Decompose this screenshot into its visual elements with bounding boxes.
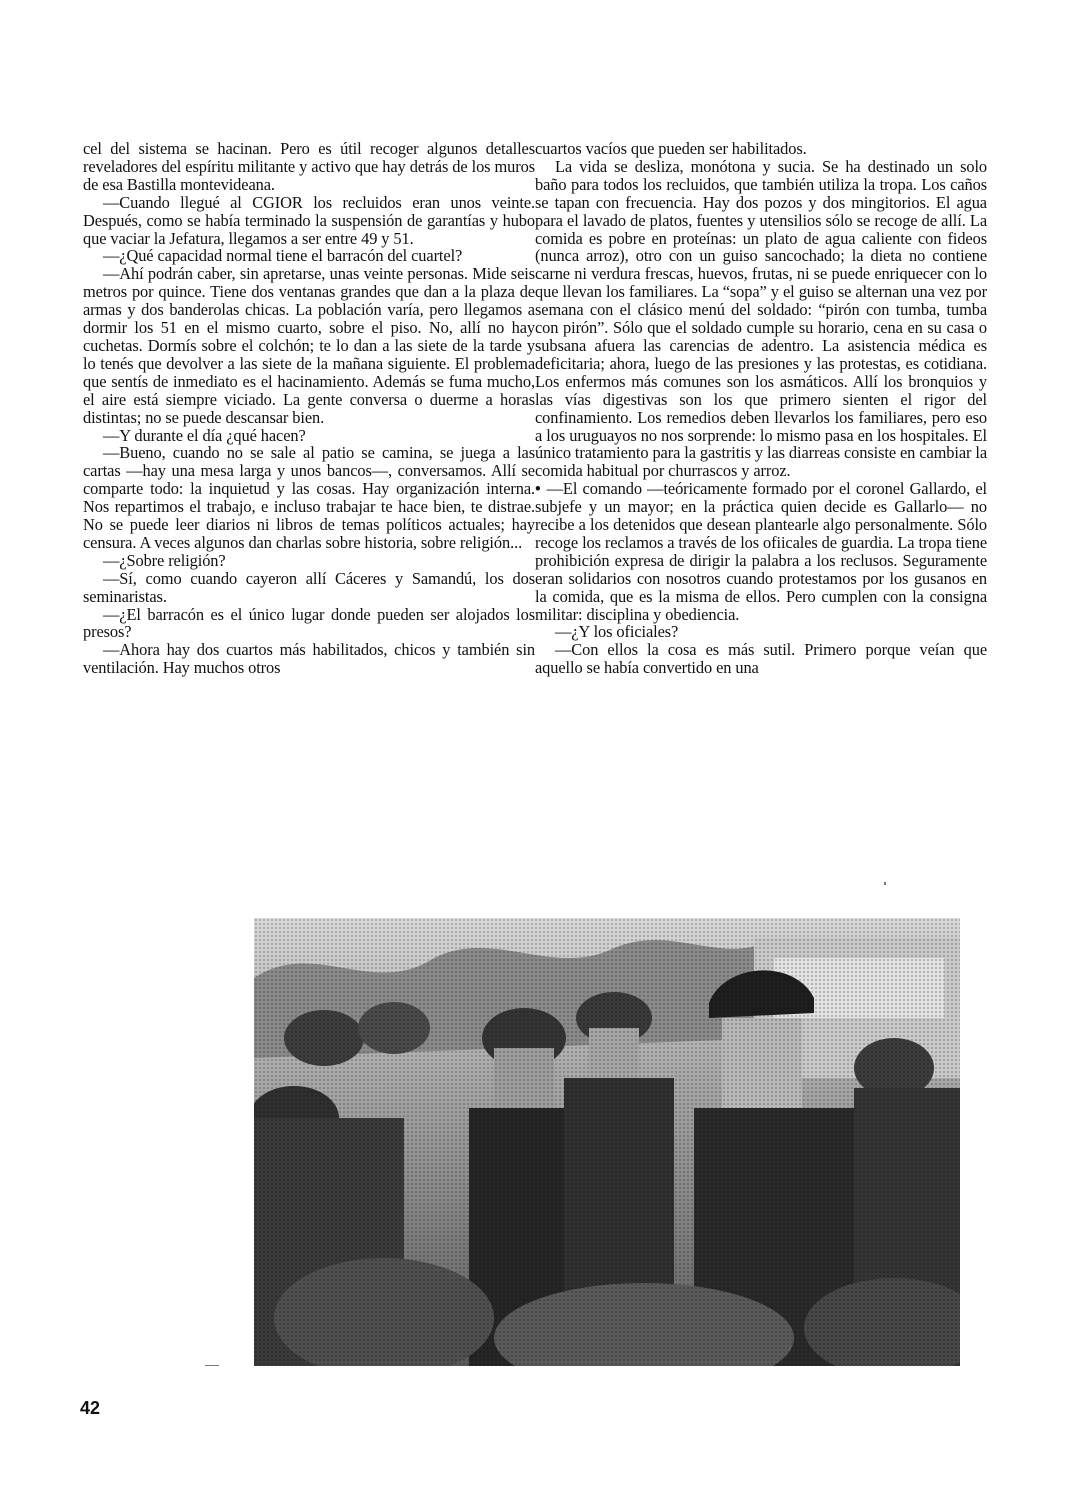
paragraph: —¿Y los oficiales? [555, 622, 679, 642]
paragraph: —¿Qué capacidad normal tiene el barracón del cuartel? [103, 246, 463, 266]
paragraph: —Ahí podrán caber, sin apretarse, unas veinte personas. Mide seis metros por quince. Tiene dos ventanas grandes que dan a la plaza de armas y dos banderolas chicas. La población varía, pero llegamos a dormir los 51 en el mismo cuarto, sobre el piso. No, allí no hay cuchetas. Dormís sobre el colchón; te lo dan a las siete de la tarde y lo tenés que devolver a las siete de la mañana siguiente. El problema que sentís de inmediato es el hacinamiento. Además se fuma mucho, el aire está siempre viciado. La gente conversa o duerme a horas distintas; no se puede descansar bien. [83, 264, 535, 427]
ink-speck [884, 882, 886, 885]
paragraph: La vida se desliza, monótona y sucia. Se ha destinado un solo baño para todos los recluidos, que también utiliza la tropa. Los caños se tapan con frecuencia. Hay dos pozos y dos mingitorios. El agua para el lavado de platos, fuentes y utensilios sólo se recoge de allí. La comida es pobre en proteínas: un plato de agua caliente con fideos (nunca arroz), otro con un guiso sancochado; la dieta no contiene carne ni verdura frescas, huevos, frutas, ni se puede enriquecer con lo que llevan los familiares. La “sopa” y el guiso se alternan una vez por semana con el clásico menú del soldado: “pirón con tumba, tumba con pirón”. Sólo que el soldado cumple su horario, cena en su casa o subsana afuera las carencias de adentro. La asistencia médica es deficitaria; ahora, luego de las presiones y las protestas, es cotidiana. Los enfermos más comunes son los asmáticos. Allí los bronquios y las vías digestivas son los que primero sienten el rigor del confinamiento. Los remedios deben llevarlos los familiares, pero eso a los uruguayos no nos sorprende: lo mismo pasa en los hospitales. El único tratamiento para la gastritis y las diarreas consiste en cambiar la comida habitual por churrascos y arroz. [535, 156, 987, 481]
right-text-column [535, 140, 987, 677]
soldiers-photo-icon [254, 918, 960, 1366]
paragraph: —Con ellos la cosa es más sutil. Primero porque veían que aquello se había convertido en una [535, 640, 987, 678]
left-text-column [83, 140, 535, 677]
paragraph: —Bueno, cuando no se sale al patio se camina, se juega a las cartas —hay una mesa larga y unos bancos—, conversamos. Allí se comparte todo: la inquietud y las cosas. Hay organización interna. Nos repartimos el trabajo, e incluso trabajar te hace bien, te distrae. No se puede leer diarios ni libros de temas políticos actuales; hay censura. A veces algunos dan charlas sobre historia, sobre religión... [83, 443, 535, 552]
bulleted-paragraph [535, 480, 987, 623]
paragraph: —Cuando llegué al CGIOR los recluidos eran unos veinte. Después, como se había terminado la suspensión de garantías y hubo que vaciar la Jefatura, llegamos a ser entre 49 y 51. [83, 192, 535, 248]
paragraph: —Sí, como cuando cayeron allí Cáceres y Samandú, los dos seminaristas. [83, 568, 535, 606]
paragraph: cuartos vacíos que pueden ser habilitados. [535, 139, 807, 158]
ink-speck [205, 1365, 219, 1366]
paragraph: —Y durante el día ¿qué hacen? [103, 425, 306, 445]
paragraph: —Ahora hay dos cuartos más habilitados, chicos y también sin ventilación. Hay muchos otros [83, 640, 535, 678]
paragraph-text: —El comando —teóricamente formado por el coronel Gallardo, el subjefe y un mayor; en la práctica quien decide es Gallarlo— no recibe a los detenidos que desean plantearle algo personalmente. Sólo recoge los reclamos a través de los ofiicales de guardia. La tropa tiene prohibición expresa de dirigir la palabra a los reclusos. Seguramente eran solidarios con nosotros cuando protestamos por los gusanos en la comida, que es la misma de ellos. Pero cumplen con la consigna militar: disciplina y obediencia. [535, 479, 987, 624]
page-number: 42 [80, 1398, 101, 1418]
paragraph: —¿Sobre religión? [103, 550, 226, 570]
paragraph: cel del sistema se hacinan. Pero es útil recoger algunos detalles reveladores del espíritu militante y activo que hay detrás de los muros de esa Bastilla montevideana. [83, 139, 535, 194]
paragraph: —¿El barracón es el único lugar donde pueden ser alojados los presos? [83, 604, 535, 642]
bullet-glyph: • [535, 479, 541, 499]
